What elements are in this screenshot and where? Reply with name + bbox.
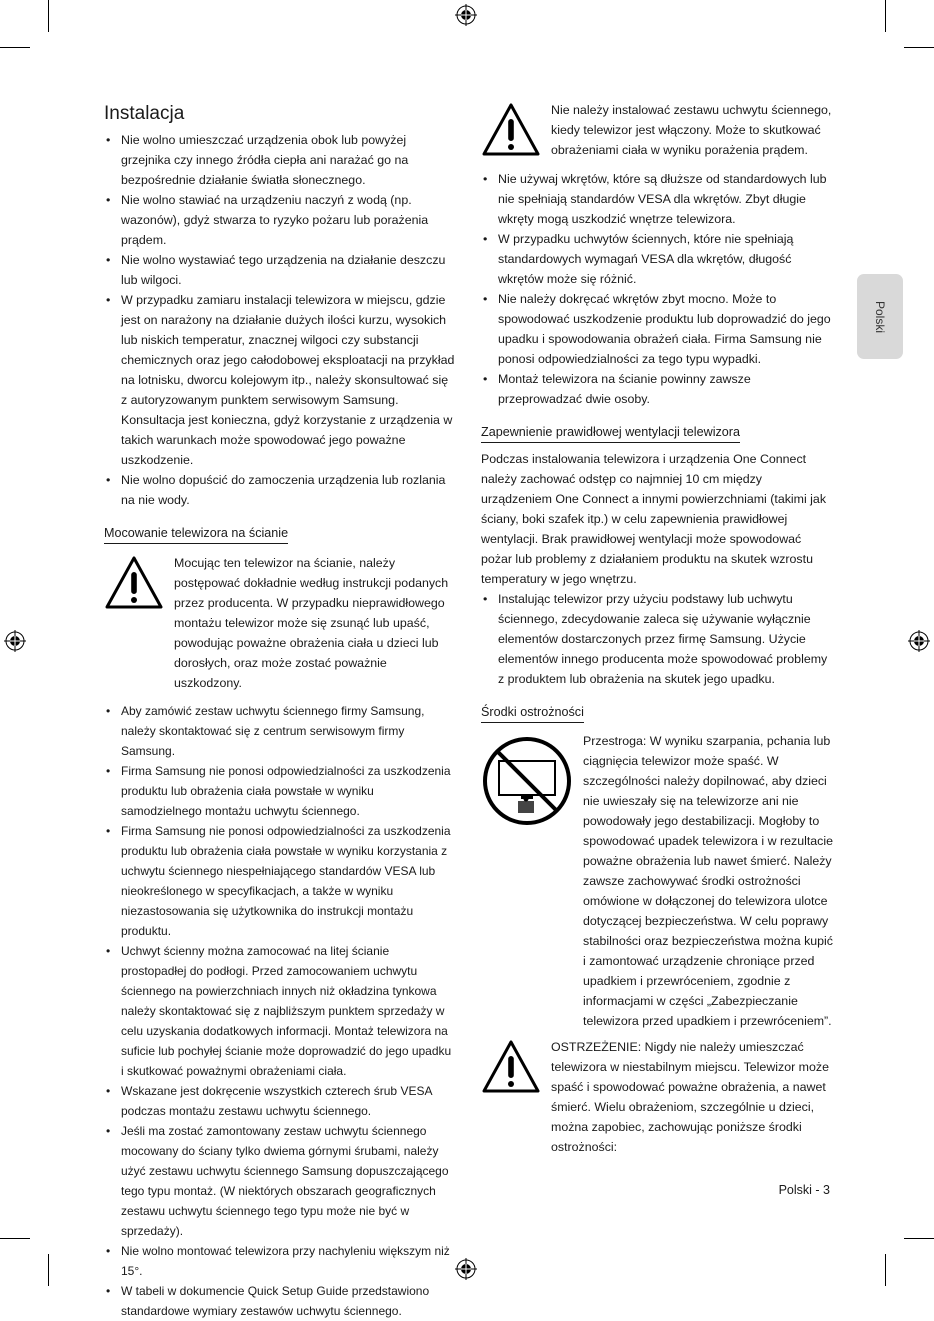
list-item: • W tabeli w dokumencie Quick Setup Guide przedstawiono standardowe wymiary zestawów uchwytu ściennego.	[104, 1281, 456, 1321]
crop-mark	[904, 47, 934, 48]
list-item: • Uchwyt ścienny można zamocować na litej ścianie prostopadłej do podłogi. Przed zamocowaniem uchwytu ściennego na powierzchniach innych niż okładzina tynkowa należy skontaktować się z najbliższym punktem sprzedaży w celu uzyskania dodatkowych informacji. Montaż telewizora na suficie lub pochyłej ścianie może doprowadzić do jego upadku i skutkować poważnymi obrażeniami ciała.	[104, 941, 456, 1081]
registration-mark-icon	[455, 1258, 477, 1280]
power-warning-block	[481, 100, 833, 160]
section-heading-wall-mount: Mocowanie telewizora na ścianie	[104, 525, 288, 544]
section-heading-safety: Środki ostrożności	[481, 704, 584, 723]
crop-mark	[48, 1254, 49, 1286]
warning-triangle-icon	[481, 102, 541, 158]
registration-mark-icon	[4, 630, 26, 652]
ventilation-bullets	[481, 589, 833, 689]
page-title: Instalacja	[104, 103, 185, 124]
caution-label: Przestroga	[583, 734, 643, 748]
page-number: Polski - 3	[778, 1183, 830, 1197]
list-item: • Nie wolno stawiać na urządzeniu naczyń z wodą (np. wazonów), gdyż stwarza to ryzyko pożaru lub porażenia prądem.	[104, 190, 456, 250]
stability-warning-text-block	[551, 1037, 833, 1157]
caution-block	[481, 731, 833, 1031]
registration-mark-icon	[455, 4, 477, 26]
install-bullets	[104, 130, 456, 510]
list-item: • Montaż telewizora na ścianie powinny zawsze przeprowadzać dwie osoby.	[481, 369, 833, 409]
warning-label: OSTRZEŻENIE	[551, 1040, 638, 1054]
list-item: • Nie używaj wkrętów, które są dłuższe od standardowych lub nie spełniają standardów VESA dla wkrętów. Zbyt długie wkręty mogą uszkodzić wnętrze telewizora.	[481, 169, 833, 229]
language-tab-label: Polski	[873, 300, 887, 333]
stability-warning-block	[481, 1037, 833, 1157]
screw-bullets	[481, 169, 833, 409]
list-item: • Wskazane jest dokręcenie wszystkich czterech śrub VESA podczas montażu zestawu uchwytu ściennego.	[104, 1081, 456, 1121]
list-item: • Instalując telewizor przy użyciu podstawy lub uchwytu ściennego, zdecydowanie zaleca się używanie wyłącznie elementów dostarczonych przez firmę Samsung. Użycie elementów innego producenta może spowodować problemy z produktem lub obrażenia na skutek jego upadku.	[481, 589, 833, 689]
crop-mark	[904, 1238, 934, 1239]
caution-text-block	[583, 731, 833, 1031]
list-item: • W przypadku uchwytów ściennych, które nie spełniają standardowych wymagań VESA dla wkrętów, długość wkrętów może się różnić.	[481, 229, 833, 289]
list-item: • W przypadku zamiaru instalacji telewizora w miejscu, gdzie jest on narażony na działanie dużych ilości kurzu, wysokich lub niskich temperatur, znacznej wilgoci czy substancji chemicznych oraz jego całodobowej eksploatacji na przykład na lotnisku, dworcu kolejowym itp., należy skonsultować się z autoryzowanym punktem serwisowym Samsung. Konsultacja jest konieczna, gdyż korzystanie z urządzenia w takich warunkach może spowodować jego poważne uszkodzenie.	[104, 290, 456, 470]
list-item: • Jeśli ma zostać zamontowany zestaw uchwytu ściennego mocowany do ściany tylko dwiema górnymi śrubami, należy użyć zestawu uchwytu ściennego Samsung dopuszczającego tego typu montaż. (W niektórych obszarach geograficznych zestawu uchwytu ściennego tego typu może nie być w sprzedaży).	[104, 1121, 456, 1241]
ventilation-text: Podczas instalowania telewizora i urządzenia One Connect należy zachować odstęp co najmniej 10 cm między urządzeniem One Connect a innymi powierzchniami (takimi jak ściany, boki szafek itp.) w celu zapewnienia prawidłowej wentylacji. Brak prawidłowej wentylacji może spowodować pożar lub problemy z działaniem produktu na skutek wzrostu temperatury w jego wnętrzu.	[481, 452, 827, 586]
list-item: • Firma Samsung nie ponosi odpowiedzialności za uszkodzenia produktu lub obrażenia ciała powstałe w wyniku korzystania z uchwytu ściennego niespełniającego standardów VESA lub nieokreślonego w specyfikacjach, a także w wyniku niezastosowania się użytkownika do instrukcji montażu produktu.	[104, 821, 456, 941]
list-item: • Nie wolno wystawiać tego urządzenia na działanie deszczu lub wilgoci.	[104, 250, 456, 290]
crop-mark	[885, 0, 886, 32]
list-item: • Firma Samsung nie ponosi odpowiedzialności za uszkodzenia produktu lub obrażenia ciała powstałe w wyniku samodzielnego montażu uchwytu ściennego.	[104, 761, 456, 821]
language-tab	[857, 274, 903, 359]
caution-text: : W wyniku szarpania, pchania lub ciągnięcia telewizor może spaść. W szczególności należy dopilnować, aby dzieci nie uwieszały się na telewizorze ani nie powodowały jego destabilizacji. Mogłoby to spowodować upadek telewizora i w rezultacie poważne obrażenia lub nawet śmierć. Należy zawsze zachowywać środki ostrożności omówione w dołączonej do telewizora ulotce dotyczącej bezpieczeństwa. W celu poprawy stabilności oraz bezpieczeństwa można kupić i zamontować urządzenie chroniące przed upadkiem i przewróceniem, zgodnie z informacjami w części „Zabezpieczanie telewizora przed upadkiem i przewróceniem”.	[583, 734, 834, 1028]
warning-text: : Nigdy nie należy umieszczać telewizora w niestabilnym miejscu. Telewizor może spaść i spowodować poważne obrażenia, a nawet śmierć. Wielu obrażeniom, szczególnie u dzieci, można zapobiec, zachowując poniższe środki ostrożności:	[551, 1040, 829, 1154]
crop-mark	[885, 1254, 886, 1286]
wall-warning-block	[104, 553, 456, 693]
power-warning-text: Nie należy instalować zestawu uchwytu ściennego, kiedy telewizor jest włączony. Może to skutkować obrażeniami ciała w wyniku porażenia prądem.	[551, 103, 832, 157]
left-column	[104, 130, 456, 1321]
right-column	[481, 100, 833, 1157]
list-item: • Nie wolno montować telewizora przy nachyleniu większym niż 15°.	[104, 1241, 456, 1281]
list-item: • Nie wolno umieszczać urządzenia obok lub powyżej grzejnika czy innego źródła ciepła ani narażać go na bezpośrednie działanie światła słonecznego.	[104, 130, 456, 190]
no-tv-climbing-icon	[481, 735, 573, 827]
section-heading-ventilation: Zapewnienie prawidłowej wentylacji telewizora	[481, 424, 740, 443]
list-item: • Nie należy dokręcać wkrętów zbyt mocno. Może to spowodować uszkodzenie produktu lub doprowadzić do jego upadku i spowodowania obrażeń ciała. Firma Samsung nie ponosi odpowiedzialności za tego typu wypadki.	[481, 289, 833, 369]
crop-mark	[0, 1238, 30, 1239]
list-item: • Nie wolno dopuścić do zamoczenia urządzenia lub rozlania na nie wody.	[104, 470, 456, 510]
warning-triangle-icon	[104, 555, 164, 611]
list-item: • Aby zamówić zestaw uchwytu ściennego firmy Samsung, należy skontaktować się z centrum serwisowym firmy Samsung.	[104, 701, 456, 761]
registration-mark-icon	[908, 630, 930, 652]
wall-mount-bullets	[104, 701, 456, 1321]
crop-mark	[0, 47, 30, 48]
wall-warning-text: Mocując ten telewizor na ścianie, należy postępować dokładnie według instrukcji podanych przez producenta. W przypadku nieprawidłowego montażu telewizor może się zsunąć lub upaść, powodując poważne obrażenia ciała u dzieci lub dorosłych, oraz może zostać poważnie uszkodzony.	[174, 556, 449, 690]
crop-mark	[48, 0, 49, 32]
warning-triangle-icon	[481, 1039, 541, 1095]
